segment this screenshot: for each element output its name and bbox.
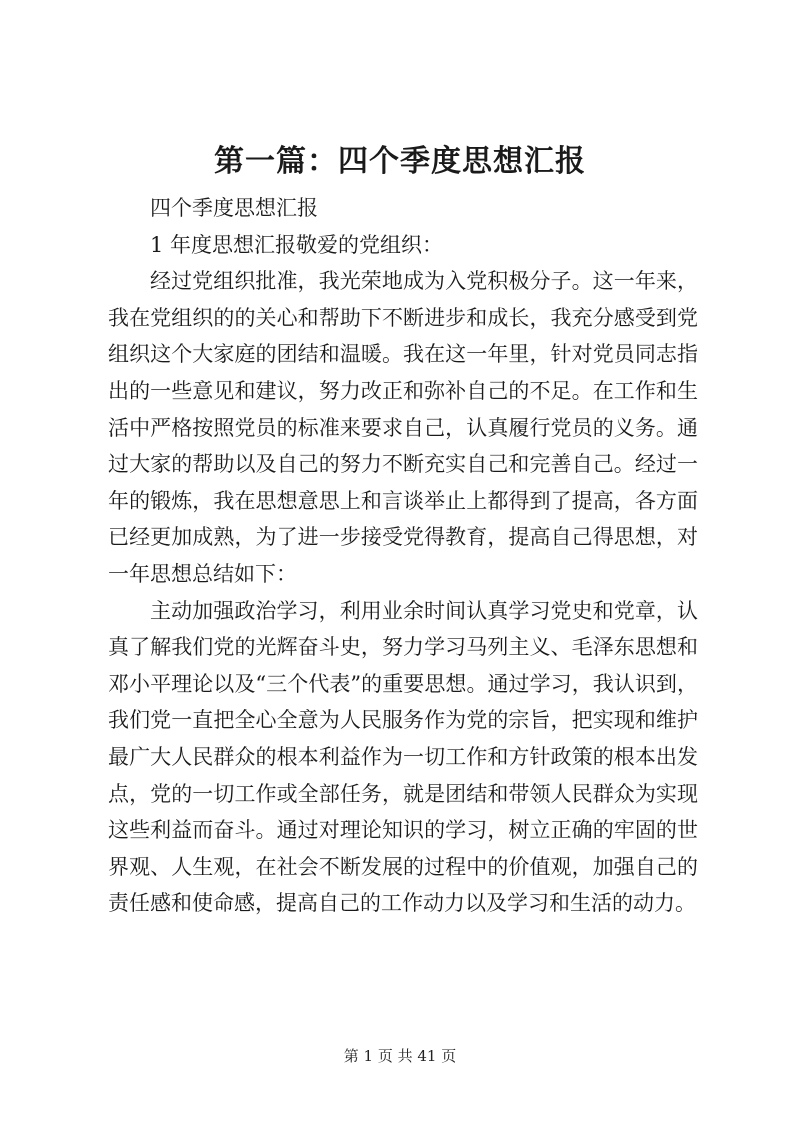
paragraph-body: 主动加强政治学习，利用业余时间认真学习党史和党章，认真了解我们党的光辉奋斗史，努力学习马列主义、毛泽东思想和邓小平理论以及“三个代表”的重要思想。通过学习，我认识到，我们党一直把全心全意为人民服务作为党的宗旨，把实现和维护最广大人民群众的根本利益作为一切工作和方针政策的根本出发点，党的一切工作或全部任务，就是团结和带领人民群众为实现这些利益而奋斗。通过对理论知识的学习，树立正确的牢固的世界观、人生观，在社会不断发展的过程中的价值观，加强自己的责任感和使命感，提高自己的工作动力以及学习和生活的动力。 (108, 598, 698, 916)
document-body (108, 190, 698, 922)
paragraph-salutation: 1 年度思想汇报敬爱的党组织： (150, 232, 444, 257)
paragraph-subtitle: 四个季度思想汇报 (150, 196, 318, 220)
page-number-footer: 第 1 页 共 41 页 (343, 1047, 457, 1065)
document-title: 第一篇：四个季度思想汇报 (214, 144, 586, 179)
paragraph-body: 经过党组织批准，我光荣地成为入党积极分子。这一年来，我在党组织的的关心和帮助下不断进步和成长，我充分感受到党组织这个大家庭的团结和温暖。我在这一年里，针对党员同志指出的一些意见和建议，努力改正和弥补自己的不足。在工作和生活中严格按照党员的标准来要求自己，认真履行党员的义务。通过大家的帮助以及自己的努力不断充实自己和完善自己。经过一年的锻炼，我在思想意思上和言谈举止上都得到了提高，各方面已经更加成熟，为了进一步接受党得教育，提高自己得思想，对一年思想总结如下： (108, 269, 698, 586)
